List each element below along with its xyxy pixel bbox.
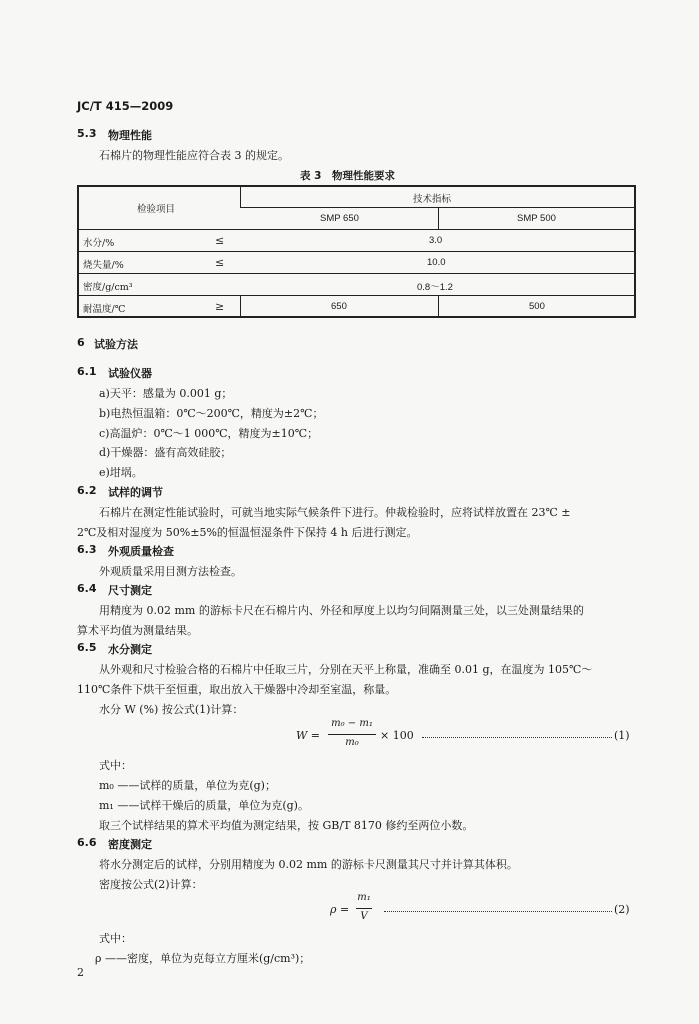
paragraph-line: 密度按公式(2)计算： xyxy=(99,878,203,891)
table-header-item: 检验项目 xyxy=(137,204,176,215)
where-label: 式中： xyxy=(99,932,132,945)
list-item: c)高温炉：0℃～1 000℃，精度为±10℃； xyxy=(99,427,319,440)
section-5-3-text: 石棉片的物理性能应符合表 3 的规定。 xyxy=(99,149,289,162)
section-6-number: 6 xyxy=(77,336,85,349)
table-cell-value: 10.0 xyxy=(427,257,446,268)
formula-2-number: (2) xyxy=(614,903,630,916)
section-6-1-number: 6.1 xyxy=(77,365,97,378)
section-5-3-number: 5.3 xyxy=(77,127,97,140)
formula-2-lhs: ρ = xyxy=(330,903,350,916)
paragraph-line: 水分 W (%) 按公式(1)计算： xyxy=(99,703,244,716)
formula-1-numerator: m₀ − m₁ xyxy=(331,718,373,729)
fraction-bar xyxy=(356,908,372,909)
section-6-2-number: 6.2 xyxy=(77,484,97,497)
paragraph-line: 将水分测定后的试样，分别用精度为 0.02 mm 的游标卡尺测量其尺寸并计算其体积。 xyxy=(99,858,518,871)
table-cell-item: 水分/% xyxy=(83,238,115,249)
table-cell-item: 烧失量/% xyxy=(83,260,124,271)
leader-dots xyxy=(384,905,612,912)
section-6-6-title: 密度测定 xyxy=(108,838,152,851)
section-6-1-title: 试验仪器 xyxy=(108,367,152,380)
section-6-2-title: 试样的调节 xyxy=(108,486,163,499)
definition-line: m₀ ——试样的质量，单位为克(g)； xyxy=(99,779,276,792)
table-header-smp650: SMP 650 xyxy=(320,213,359,224)
table-cell-item: 密度/g/cm³ xyxy=(83,282,133,293)
table-cell-op: ≤ xyxy=(215,256,225,269)
paragraph-line: 取三个试样结果的算术平均值为测定结果，按 GB/T 8170 修约至两位小数。 xyxy=(99,819,474,832)
document-code: JC/T 415—2009 xyxy=(77,99,174,113)
list-item: a)天平：感量为 0.001 g； xyxy=(99,387,233,400)
section-6-4-number: 6.4 xyxy=(77,582,97,595)
list-item: b)电热恒温箱：0℃～200℃，精度为±2℃； xyxy=(99,407,324,420)
paragraph-line: 用精度为 0.02 mm 的游标卡尺在石棉片内、外径和厚度上以均匀间隔测量三处，以三处测量结果的 xyxy=(99,604,584,617)
leader-dots xyxy=(422,731,612,738)
table-3 xyxy=(77,185,636,318)
section-6-title: 试验方法 xyxy=(94,338,138,351)
paragraph-line: 2℃及相对湿度为 50%±5%的恒温恒湿条件下保持 4 h 后进行测定。 xyxy=(77,526,418,539)
page-number: 2 xyxy=(77,966,84,979)
section-6-6-number: 6.6 xyxy=(77,836,97,849)
fraction-bar xyxy=(328,734,376,735)
section-6-5-number: 6.5 xyxy=(77,641,97,654)
section-6-4-title: 尺寸测定 xyxy=(108,584,152,597)
paragraph-line: 外观质量采用目测方法检查。 xyxy=(99,565,242,578)
where-label: 式中： xyxy=(99,759,132,772)
section-5-3-title: 物理性能 xyxy=(108,129,152,142)
table-cell-value-smp650: 650 xyxy=(331,301,347,312)
paragraph-line: 石棉片在测定性能试验时，可就当地实际气候条件下进行。仲裁检验时，应将试样放置在 23℃ ± xyxy=(99,506,571,519)
formula-2-denominator: V xyxy=(360,911,368,922)
section-6-5-title: 水分测定 xyxy=(108,643,152,656)
table-cell-item: 耐温度/℃ xyxy=(83,304,126,315)
table-3-caption: 表 3 物理性能要求 xyxy=(300,170,395,182)
formula-1-rhs: × 100 xyxy=(380,729,414,742)
definition-line: m₁ ——试样干燥后的质量，单位为克(g)。 xyxy=(99,799,309,812)
list-item: e)坩埚。 xyxy=(99,466,143,479)
table-cell-value-smp500: 500 xyxy=(529,301,545,312)
formula-1-lhs: W = xyxy=(296,729,321,742)
formula-2-numerator: m₁ xyxy=(357,892,371,903)
table-header-tech: 技术指标 xyxy=(413,194,452,205)
table-cell-value: 3.0 xyxy=(429,235,443,246)
paragraph-line: 110℃条件下烘干至恒重，取出放入干燥器中冷却至室温，称量。 xyxy=(77,683,397,696)
definition-line: ρ ——密度，单位为克每立方厘米(g/cm³)； xyxy=(95,952,311,965)
table-cell-op: ≥ xyxy=(215,300,225,313)
paragraph-line: 算术平均值为测量结果。 xyxy=(77,624,198,637)
formula-1-denominator: m₀ xyxy=(345,737,359,748)
formula-1-number: (1) xyxy=(614,729,630,742)
section-6-3-number: 6.3 xyxy=(77,543,97,556)
table-cell-value: 0.8～1.2 xyxy=(417,282,453,293)
table-header-smp500: SMP 500 xyxy=(517,213,556,224)
section-6-3-title: 外观质量检查 xyxy=(108,545,174,558)
paragraph-line: 从外观和尺寸检验合格的石棉片中任取三片，分别在天平上称量，准确至 0.01 g，在温度为 105℃～ xyxy=(99,663,593,676)
table-cell-op: ≤ xyxy=(215,234,225,247)
list-item: d)干燥器：盛有高效硅胶； xyxy=(99,446,232,459)
